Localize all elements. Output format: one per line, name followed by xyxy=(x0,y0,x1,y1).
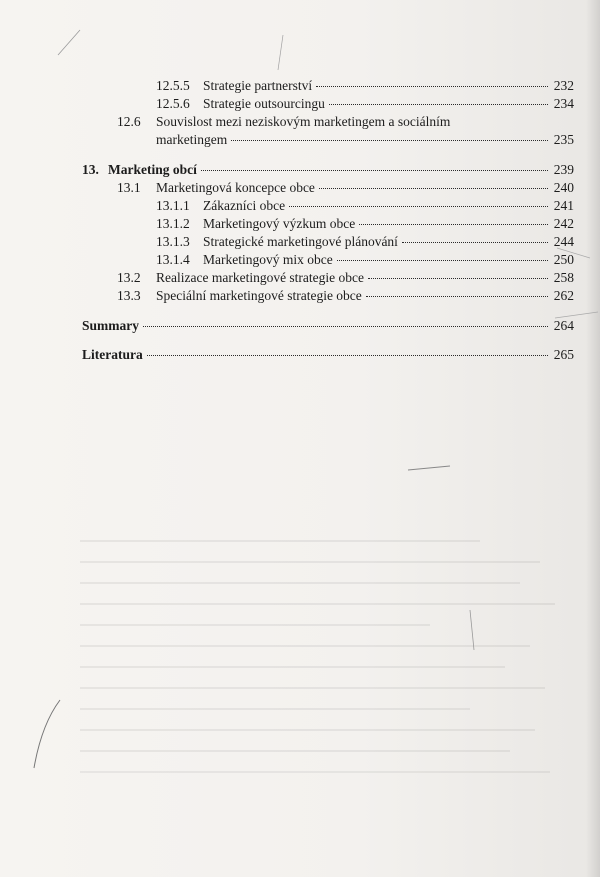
toc-entry-number: 13. xyxy=(82,162,99,177)
toc-entry-page: 262 xyxy=(553,288,574,303)
toc-entry-number: 13.1 xyxy=(117,180,141,195)
toc-entry-summary[interactable] xyxy=(82,318,574,334)
toc-entry-title: Marketingový výzkum obce xyxy=(203,216,356,231)
toc-entry-page: 234 xyxy=(553,96,574,111)
dot-leader xyxy=(319,188,548,189)
dot-leader xyxy=(289,206,548,207)
toc-entry-title-line1: Souvislost mezi neziskovým marketingem a sociálním xyxy=(156,114,451,129)
toc-entry-number: 13.3 xyxy=(117,288,141,303)
toc-entry[interactable] xyxy=(156,96,574,112)
toc-entry[interactable] xyxy=(156,198,574,214)
dot-leader xyxy=(316,86,548,87)
toc-entry-title-line2: marketingem xyxy=(156,132,228,147)
toc-entry[interactable] xyxy=(156,216,574,232)
toc-entry-title: Strategie outsourcingu xyxy=(203,96,325,111)
toc-entry-page: 240 xyxy=(553,180,574,195)
dot-leader xyxy=(231,140,548,141)
dot-leader xyxy=(402,242,548,243)
toc-entry[interactable] xyxy=(117,180,574,196)
toc-entry-page: 239 xyxy=(553,162,574,177)
toc-entry-page: 250 xyxy=(553,252,574,267)
toc-entry-page: 235 xyxy=(553,132,574,147)
toc-entry-number: 13.1.4 xyxy=(156,252,190,267)
toc-entry-title: Marketingový mix obce xyxy=(203,252,333,267)
toc-entry-number: 12.6 xyxy=(117,114,141,129)
toc-entry-page: 232 xyxy=(553,78,574,93)
toc-entry-wrapped[interactable] xyxy=(117,114,450,130)
dot-leader xyxy=(359,224,548,225)
toc-entry[interactable] xyxy=(117,270,574,286)
toc-entry-number: 13.1.3 xyxy=(156,234,190,249)
toc-entry-continuation[interactable] xyxy=(156,132,574,148)
toc-entry-title: Summary xyxy=(82,318,139,333)
toc-entry[interactable] xyxy=(156,252,574,268)
toc-entry[interactable] xyxy=(156,234,574,250)
toc-entry-page: 244 xyxy=(553,234,574,249)
toc-entry-number: 12.5.5 xyxy=(156,78,190,93)
toc-entry-title: Speciální marketingové strategie obce xyxy=(156,288,362,303)
toc-entry-title: Literatura xyxy=(82,347,143,362)
toc-entry-page: 258 xyxy=(553,270,574,285)
toc-entry-number: 12.5.6 xyxy=(156,96,190,111)
toc-chapter-entry[interactable] xyxy=(82,162,574,178)
toc-entry[interactable] xyxy=(156,78,574,94)
toc-entry-title: Marketingová koncepce obce xyxy=(156,180,315,195)
toc-entry-number: 13.2 xyxy=(117,270,141,285)
dot-leader xyxy=(337,260,548,261)
toc-entry-title: Realizace marketingové strategie obce xyxy=(156,270,365,285)
dot-leader xyxy=(368,278,548,279)
toc-entry-title: Strategie partnerství xyxy=(203,78,313,93)
toc-entry-literatura[interactable] xyxy=(82,347,574,363)
dot-leader xyxy=(201,170,548,171)
dot-leader xyxy=(147,355,548,356)
dot-leader xyxy=(329,104,548,105)
dot-leader xyxy=(143,326,548,327)
toc-entry-title: Marketing obcí xyxy=(108,162,197,177)
dot-leader xyxy=(366,296,548,297)
toc-entry-title: Zákazníci obce xyxy=(203,198,286,213)
toc-entry-page: 265 xyxy=(553,347,574,362)
toc-entry-number: 13.1.1 xyxy=(156,198,190,213)
toc-entry[interactable] xyxy=(117,288,574,304)
toc-entry-page: 242 xyxy=(553,216,574,231)
toc-entry-title: Strategické marketingové plánování xyxy=(203,234,398,249)
toc-entry-page: 264 xyxy=(553,318,574,333)
toc-entry-page: 241 xyxy=(553,198,574,213)
toc-entry-number: 13.1.2 xyxy=(156,216,190,231)
